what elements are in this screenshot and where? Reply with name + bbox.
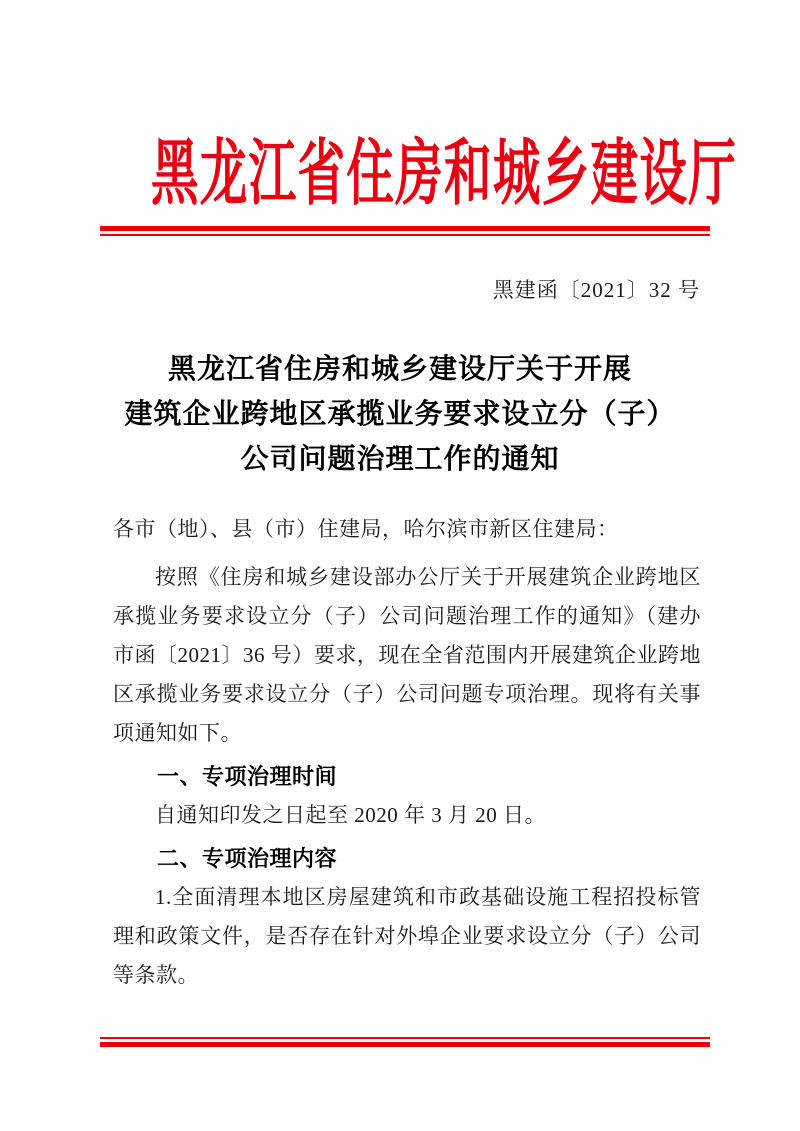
paragraph-intro: 按照《住房和城乡建设部办公厅关于开展建筑企业跨地区承揽业务要求设立分（子）公司问题治理工作的通知》（建办市函〔2021〕36 号）要求，现在全省范围内开展建筑企业跨地区承揽业务要求设立分（子）公司问题专项治理。现将有关事项通知如下。 xyxy=(113,565,701,745)
section-heading-1: 一、专项治理时间 xyxy=(157,764,338,789)
footer-rule-thin xyxy=(100,1037,710,1039)
doc-title-line-3: 公司问题治理工作的通知 xyxy=(240,443,560,474)
doc-title-line-2: 建筑企业跨地区承揽业务要求设立分（子） xyxy=(124,398,676,429)
section-heading-2: 二、专项治理内容 xyxy=(157,846,338,871)
doc-title xyxy=(60,346,740,481)
paragraph-treatment-content: 1.全面清理本地区房屋建筑和市政基础设施工程招投标管理和政策文件，是否存在针对外埠企业要求设立分（子）公司等条款。 xyxy=(113,885,701,987)
salutation: 各市（地）、县（市）住建局，哈尔滨市新区住建局： xyxy=(113,517,619,541)
footer-rule-thick xyxy=(100,1042,710,1047)
doc-number: 黑建函〔2021〕32 号 xyxy=(492,278,700,302)
letterhead-rule-thin xyxy=(100,234,710,236)
paragraph-treatment-time: 自通知印发之日起至 2020 年 3 月 20 日。 xyxy=(155,803,546,827)
agency-name: 黑龙江省住房和城乡建设厅 xyxy=(150,134,738,214)
doc-title-line-1: 黑龙江省住房和城乡建设厅关于开展 xyxy=(167,353,632,384)
letterhead xyxy=(0,133,800,215)
doc-body xyxy=(113,510,701,995)
letterhead-rule-thick xyxy=(100,226,710,231)
